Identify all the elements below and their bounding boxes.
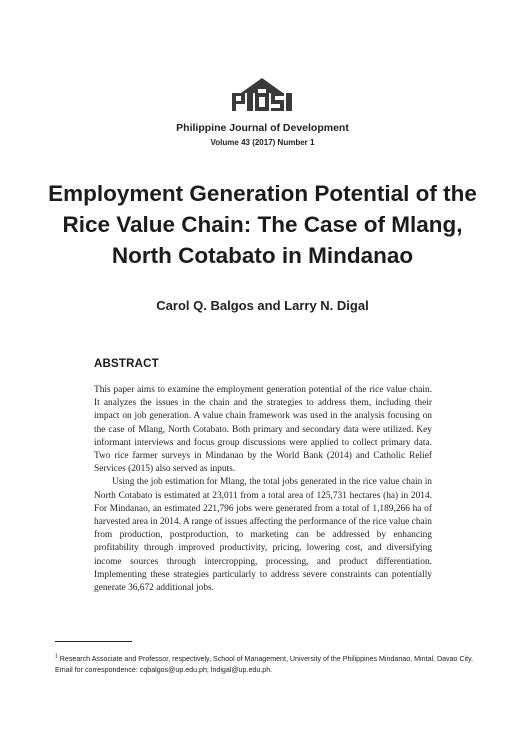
article-authors xyxy=(0,298,525,313)
pids-logo xyxy=(230,78,294,112)
abstract-heading: ABSTRACT xyxy=(94,358,159,370)
footnote-divider xyxy=(55,641,132,642)
footnote-text: Research Associate and Professor, respectively, School of Management, University of the Philippines Mindanao, Mintal, Davao City. Email for correspondence: cqbalgos@up.edu.ph; lndigal@up.edu.ph. xyxy=(55,655,474,674)
abstract-paragraph: Using the job estimation for Mlang, the total jobs generated in the rice value chain in North Cotabato is estimated at 23,011 from a total area of 125,731 hectares (ha) in 2014. For Mindanao, an estimated 221,796 jobs were generated from a total of 1,189,266 ha of harvested area in 2014. A range of issues affecting the performance of the rice value chain from production, postproduction, to marketing can be addressed by enhancing profitability through improved productivity, pricing, lowering cost, and diversifying income sources through intercropping, processing, and product differentiation. Implementing these strategies particularly to address severe constraints can potentially generate 36,672 additional jobs. xyxy=(94,477,432,594)
authors-text: Carol Q. Balgos and Larry N. Digal xyxy=(156,298,369,313)
footnote xyxy=(55,654,475,676)
footnote-mark: 1 xyxy=(55,653,58,660)
abstract-body xyxy=(94,384,432,595)
abstract-paragraph: This paper aims to examine the employment generation potential of the rice value chain. It analyzes the issues in the chain and the strategies to address them, including their impact on job generation. A value chain framework was used in the analysis focusing on the case of Mlang, North Cotabato. Both primary and secondary data were utilized. Key informant interviews and focus group discussions were applied to collect primary data. Two rice farmer surveys in Mindanao by the World Bank (2014) and Catholic Relief Services (2015) also served as inputs. xyxy=(94,385,432,475)
journal-volume: Volume 43 (2017) Number 1 xyxy=(210,138,315,147)
article-title: Employment Generation Potential of the Rice Value Chain: The Case of Mlang, North Cotabato in Mindanao xyxy=(48,181,477,268)
journal-name: Philippine Journal of Development xyxy=(176,122,349,134)
